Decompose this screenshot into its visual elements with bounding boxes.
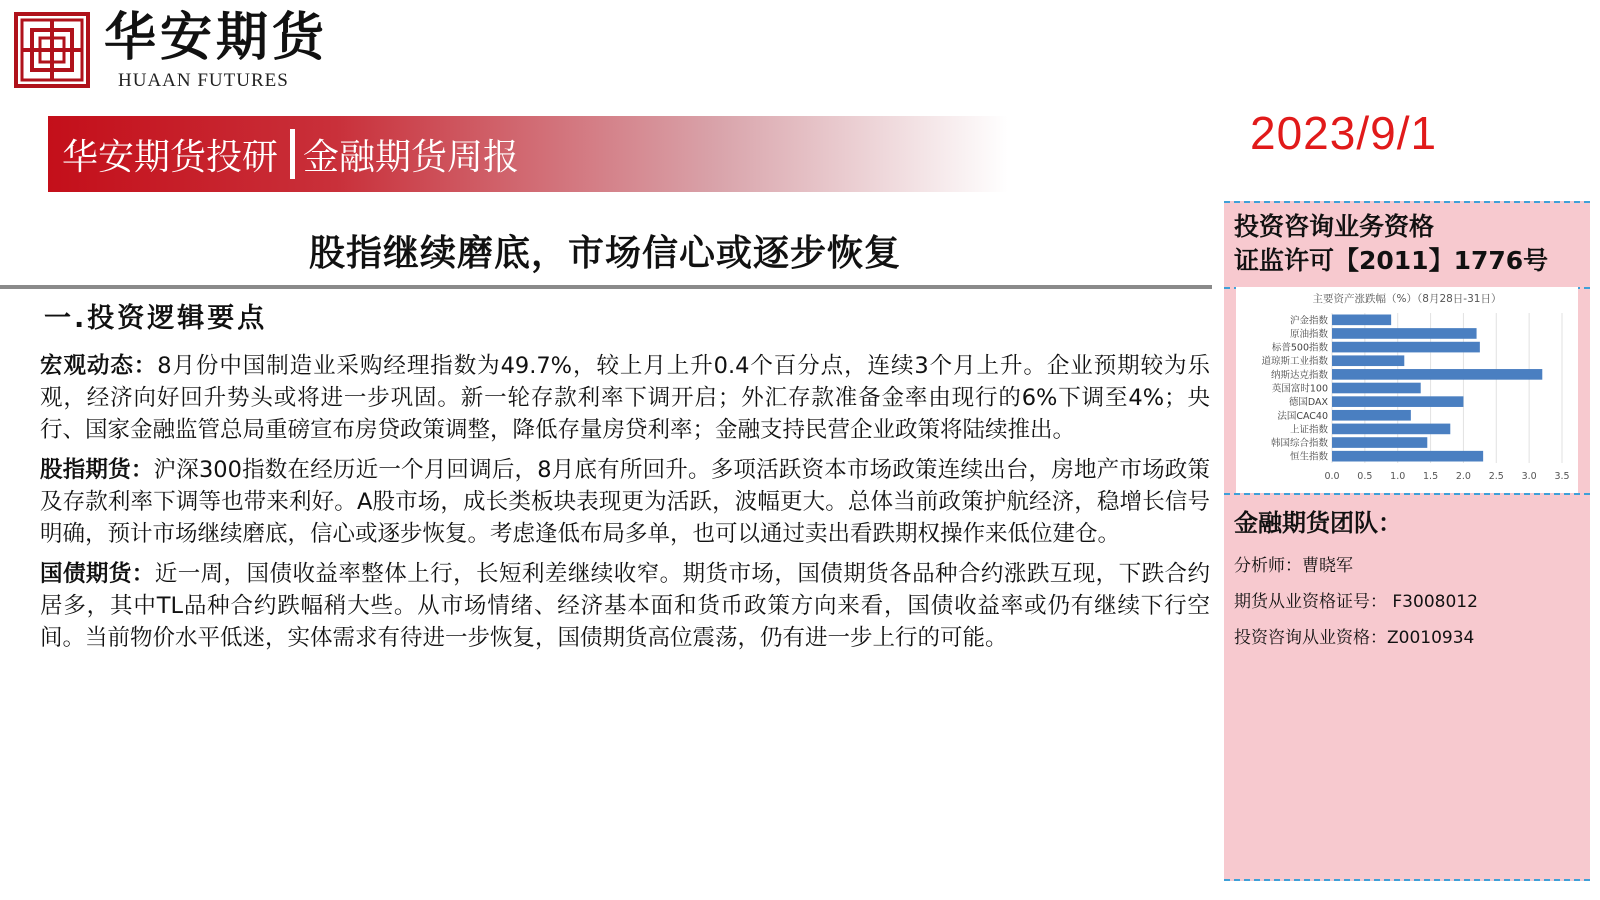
chart-x-tick-label: 1.0 bbox=[1390, 471, 1406, 482]
chart-bar bbox=[1332, 342, 1480, 353]
chart-category-label: 法国CAC40 bbox=[1277, 410, 1328, 422]
chart-category-label: 道琼斯工业指数 bbox=[1261, 356, 1328, 368]
chart-x-tick-label: 0.0 bbox=[1324, 471, 1340, 482]
chart-bar bbox=[1332, 437, 1427, 448]
banner-report-type: 金融期货周报 bbox=[303, 136, 520, 178]
chart-category-label: 沪金指数 bbox=[1289, 315, 1328, 327]
chart-bar bbox=[1332, 410, 1411, 421]
chart-category-label: 德国DAX bbox=[1288, 397, 1328, 409]
paragraph-text: 8月份中国制造业采购经理指数为49.7%，较上月上升0.4个百分点，连续3个月上升。企业预期较为乐观，经济向好回升势头或将进一步巩固。新一轮存款利率下调开启；外汇存款准备金率由现行的6%下调至4%；央行、国家金融监管总局重磅宣布房贷政策调整，降低存量房贷利率；金融支持民营企业政策将陆续推出。 bbox=[40, 353, 1210, 443]
chart-bar bbox=[1332, 328, 1477, 339]
info-sidebar bbox=[1224, 201, 1590, 881]
chart-bar bbox=[1332, 355, 1404, 366]
chart-category-label: 标普500指数 bbox=[1271, 342, 1328, 354]
logo-seal-icon bbox=[18, 16, 86, 84]
asset-returns-chart bbox=[1236, 287, 1578, 493]
chart-bar bbox=[1332, 369, 1542, 380]
chart-title: 主要资产涨跌幅（%）（8月28日-31日） bbox=[1312, 293, 1502, 305]
chart-x-tick-label: 3.0 bbox=[1521, 471, 1537, 482]
banner-divider bbox=[290, 129, 295, 179]
chart-bar bbox=[1332, 424, 1450, 435]
company-logo-mark bbox=[14, 12, 90, 88]
title-divider bbox=[0, 285, 1212, 289]
chart-bar bbox=[1332, 451, 1483, 462]
paragraph-bond-futures bbox=[40, 558, 1210, 654]
paragraph-label: 股指期货： bbox=[40, 457, 154, 483]
qualification-line: 投资咨询业务资格 bbox=[1234, 212, 1435, 241]
advisory-cert: 投资咨询从业资格：Z0010934 bbox=[1234, 628, 1475, 648]
report-banner bbox=[48, 116, 1008, 192]
chart-category-label: 原油指数 bbox=[1289, 328, 1328, 340]
chart-x-tick-label: 0.5 bbox=[1357, 471, 1373, 482]
chart-bar bbox=[1332, 383, 1421, 394]
report-date: 2023/9/1 bbox=[1250, 107, 1438, 159]
banner-brand: 华安期货投研 bbox=[62, 136, 279, 178]
company-name-en: HUAAN FUTURES bbox=[118, 70, 289, 91]
paragraph-text: 沪深300指数在经历近一个月回调后，8月底有所回升。多项活跃资本市场政策连续出台，房地产市场政策及存款利率下调等也带来利好。A股市场，成长类板块表现更为活跃，波幅更大。总体当前政策护航经济，稳增长信号明确，预计市场继续磨底，信心或逐步恢复。考虑逢低布局多单，也可以通过卖出看跌期权操作来低位建仓。 bbox=[40, 457, 1210, 547]
chart-category-label: 恒生指数 bbox=[1289, 451, 1328, 463]
sidebar-divider bbox=[1224, 493, 1590, 495]
section-heading: 一.投资逻辑要点 bbox=[44, 303, 268, 334]
paragraph-text: 近一周，国债收益率整体上行，长短利差继续收窄。期货市场，国债期货各品种合约涨跌互现，下跌合约居多，其中TL品种合约跌幅稍大些。从市场情绪、经济基本面和货币政策方向来看，国债收益率或仍有继续下行空间。当前物价水平低迷，实体需求有待进一步恢复，国债期货高位震荡，仍有进一步上行的可能。 bbox=[40, 561, 1210, 651]
analyst-name: 分析师：曹晓军 bbox=[1234, 556, 1353, 576]
report-title: 股指继续磨底，市场信心或逐步恢复 bbox=[308, 233, 901, 274]
chart-category-label: 英国富时100 bbox=[1271, 383, 1328, 395]
chart-category-label: 纳斯达克指数 bbox=[1270, 369, 1328, 381]
chart-x-tick-label: 2.0 bbox=[1455, 471, 1471, 482]
company-name-cn: 华安期货 bbox=[104, 7, 329, 68]
chart-bar bbox=[1332, 396, 1463, 407]
chart-x-tick-label: 2.5 bbox=[1488, 471, 1504, 482]
body-paragraphs bbox=[40, 350, 1210, 662]
license-number: 证监许可【2011】1776号 bbox=[1234, 246, 1549, 275]
paragraph-macro bbox=[40, 350, 1210, 446]
paragraph-label: 国债期货： bbox=[40, 561, 155, 587]
chart-x-tick-label: 3.5 bbox=[1554, 471, 1570, 482]
futures-cert: 期货从业资格证号： F3008012 bbox=[1234, 592, 1478, 612]
chart-category-label: 上证指数 bbox=[1289, 424, 1328, 436]
chart-category-label: 韩国综合指数 bbox=[1270, 438, 1328, 450]
chart-bar bbox=[1332, 315, 1391, 326]
paragraph-index-futures bbox=[40, 454, 1210, 550]
chart-x-tick-label: 1.5 bbox=[1423, 471, 1439, 482]
paragraph-label: 宏观动态： bbox=[40, 353, 158, 379]
chart-svg bbox=[1236, 287, 1578, 493]
team-heading: 金融期货团队： bbox=[1234, 509, 1402, 537]
